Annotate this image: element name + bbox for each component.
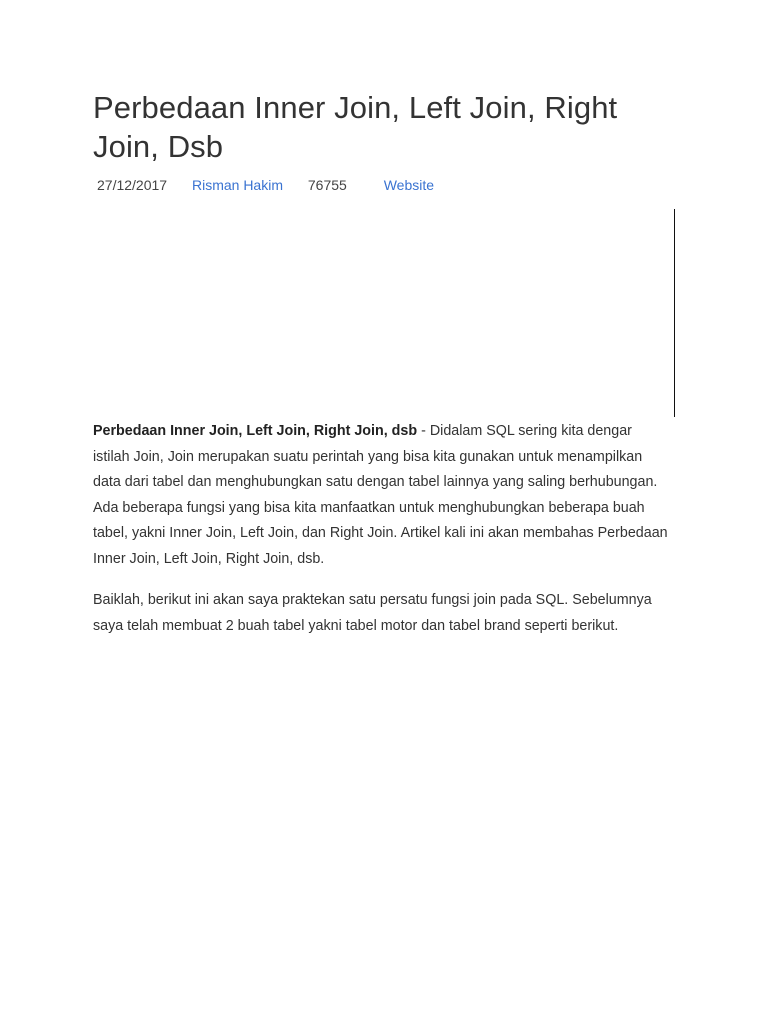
intro-text: - Didalam SQL sering kita dengar istilah Join, Join merupakan suatu perintah yang bisa kita gunakan untuk menampilkan data dari tabel dan menghubungkan satu dengan tabel lainnya yang saling berhubungan. Ada beberapa fungsi yang bisa kita manfaatkan untuk menghubungkan beberapa buah tabel, yakni Inner Join, Left Join, dan Right Join. Artikel kali ini akan membahas Perbedaan Inner Join, Left Join, Right Join, dsb. bbox=[93, 423, 668, 567]
post-date: 27/12/2017 bbox=[97, 177, 168, 193]
intro-paragraph bbox=[93, 419, 671, 572]
category-link[interactable]: Website bbox=[383, 177, 435, 193]
author-link[interactable]: Risman Hakim bbox=[191, 177, 283, 193]
article-meta bbox=[97, 176, 673, 194]
second-paragraph: Baiklah, berikut ini akan saya praktekan satu persatu fungsi join pada SQL. Sebelumnya saya telah membuat 2 buah tabel yakni tabel motor dan tabel brand seperti berikut. bbox=[93, 592, 652, 634]
vertical-divider bbox=[674, 209, 675, 417]
intro-lead: Perbedaan Inner Join, Left Join, Right Join, dsb bbox=[93, 423, 418, 439]
article-title: Perbedaan Inner Join, Left Join, Right Join, Dsb bbox=[93, 90, 618, 164]
view-count: 76755 bbox=[307, 177, 347, 193]
ad-space bbox=[93, 194, 673, 419]
article bbox=[93, 88, 673, 639]
